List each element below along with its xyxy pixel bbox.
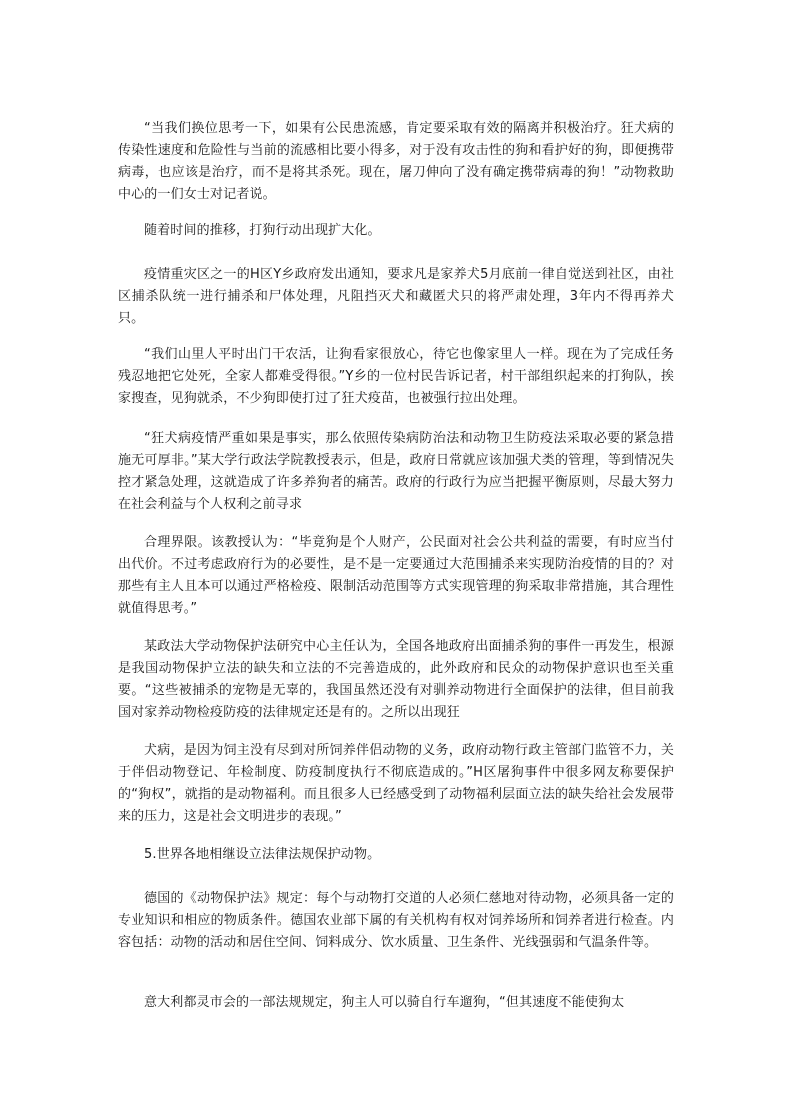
paragraph-4: “我们山里人平时出门干农活，让狗看家很放心，待它也像家里人一样。现在为了完成任务残忍地把它处死，全家人都难受得很。”Y乡的一位村民告诉记者，村干部组织起来的打狗队，挨家搜查，见狗就杀，不少狗即使打过了狂犬疫苗，也被强行拉出处理。 — [118, 347, 674, 406]
paragraph-10: 意大利都灵市会的一部法规规定，狗主人可以骑自行车遛狗，“但其速度不能使狗太 — [144, 995, 625, 1010]
paragraph-2: 随着时间的推移，打狗行动出现扩大化。 — [144, 223, 381, 238]
paragraph-1: “当我们换位思考一下，如果有公民患流感，肯定要采取有效的隔离并积极治疗。狂犬病的传染性速度和危险性与当前的流感相比要小得多，对于没有攻击性的狗和看护好的狗，即便携带病毒，也应该是治疗，而不是将其杀死。现在，屠刀伸向了没有确定携带病毒的狗！”动物救助中心的一们女士对记者说。 — [118, 121, 674, 202]
paragraph-8: 犬病，是因为饲主没有尽到对所饲养伴侣动物的义务，政府动物行政主管部门监管不力，关于伴侣动物登记、年检制度、防疫制度执行不彻底造成的。”H区屠狗事件中很多网友称要保护的“狗权”，就指的是动物福利。而且很多人已经感受到了动物福利层面立法的缺失给社会发展带来的压力，这是社会文明进步的表现。” — [118, 743, 674, 824]
paragraph-7: 某政法大学动物保护法研究中心主任认为，全国各地政府出面捕杀狗的事件一再发生，根源是我国动物保护立法的缺失和立法的不完善造成的，此外政府和民众的动物保护意识也至关重要。“这些被捕杀的宠物是无辜的，我国虽然还没有对驯养动物进行全面保护的法律，但目前我国对家养动物检疫防疫的法律规定还是有的。之所以出现狂 — [118, 639, 674, 720]
paragraph-9: 德国的《动物保护法》规定：每个与动物打交道的人必须仁慈地对待动物，必须具备一定的专业知识和相应的物质条件。德国农业部下属的有关机构有权对饲养场所和饲养者进行检查。内容包括：动物的活动和居住空间、饲料成分、饮水质量、卫生条件、光线强弱和气温条件等。 — [118, 891, 674, 950]
section-heading: 5.世界各地相继设立法律法规保护动物。 — [144, 847, 381, 862]
paragraph-3: 疫情重灾区之一的H区Y乡政府发出通知，要求凡是家养犬5月底前一律自觉送到社区，由社区捕杀队统一进行捕杀和尸体处理，凡阻挡灭犬和藏匿犬只的将严肃处理，3年内不得再养犬只。 — [118, 267, 674, 326]
paragraph-5: “狂犬病疫情严重如果是事实，那么依照传染病防治法和动物卫生防疫法采取必要的紧急措施无可厚非。”某大学行政法学院教授表示，但是，政府日常就应该加强犬类的管理，等到情况失控才紧急处理，这就造成了许多养狗者的痛苦。政府的行政行为应当把握平衡原则，尽最大努力在社会利益与个人权利之前寻求 — [118, 431, 674, 512]
paragraph-6: 合理界限。该教授认为：“毕竟狗是个人财产，公民面对社会公共利益的需要，有时应当付出代价。不过考虑政府行为的必要性，是不是一定要通过大范围捕杀来实现防治疫情的目的？对那些有主人且本可以通过严格检疫、限制活动范围等方式实现管理的狗采取非常措施，其合理性就值得思考。” — [118, 535, 674, 616]
